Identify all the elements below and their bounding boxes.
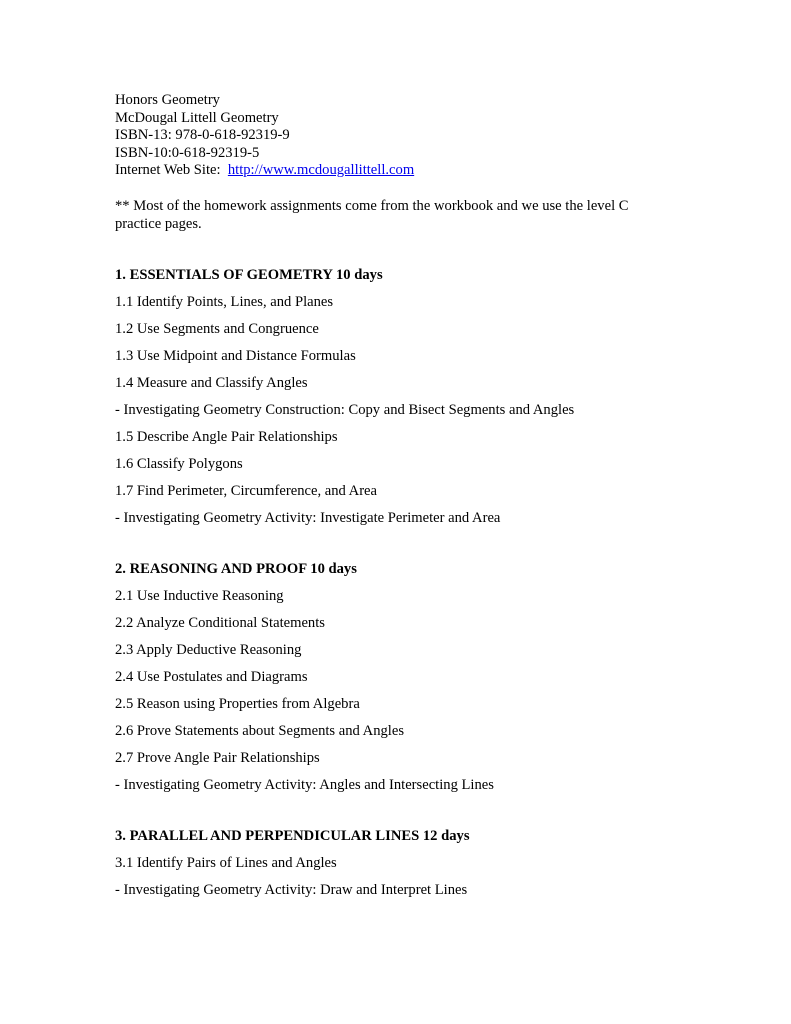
course-header: [115, 92, 695, 180]
list-item: 3.1 Identify Pairs of Lines and Angles: [115, 854, 337, 871]
list-item: 2.4 Use Postulates and Diagrams: [115, 668, 308, 685]
list-item: - Investigating Geometry Activity: Investigate Perimeter and Area: [115, 509, 501, 526]
list-item: 2.1 Use Inductive Reasoning: [115, 587, 284, 604]
course-title: Honors Geometry: [115, 92, 220, 108]
section-essentials: [115, 267, 695, 527]
list-item: 2.6 Prove Statements about Segments and Angles: [115, 722, 405, 739]
section-parallel: [115, 828, 695, 899]
textbook-title: McDougal Littell Geometry: [115, 109, 279, 126]
list-item: 2.5 Reason using Properties from Algebra: [115, 695, 360, 712]
list-item: 1.3 Use Midpoint and Distance Formulas: [115, 347, 356, 364]
list-item: 1.6 Classify Polygons: [115, 455, 243, 472]
section-title: 2. REASONING AND PROOF 10 days: [115, 561, 357, 578]
website-link[interactable]: http://www.mcdougallittell.com: [227, 162, 415, 179]
list-item: - Investigating Geometry Activity: Draw and Interpret Lines: [115, 881, 468, 898]
list-item: 2.3 Apply Deductive Reasoning: [115, 641, 302, 658]
list-item: - Investigating Geometry Construction: Copy and Bisect Segments and Angles: [115, 401, 575, 418]
website-label: Internet Web Site:: [115, 162, 221, 179]
list-item: 2.2 Analyze Conditional Statements: [115, 614, 325, 631]
isbn-10: ISBN-10:0-618-92319-5: [115, 144, 260, 161]
list-item: 1.1 Identify Points, Lines, and Planes: [115, 293, 334, 310]
isbn-13: ISBN-13: 978-0-618-92319-9: [115, 127, 290, 144]
list-item: 2.7 Prove Angle Pair Relationships: [115, 749, 320, 766]
list-item: - Investigating Geometry Activity: Angles and Intersecting Lines: [115, 776, 494, 793]
section-title: 1. ESSENTIALS OF GEOMETRY 10 days: [115, 267, 383, 284]
section-reasoning: [115, 561, 695, 794]
homework-note: ** Most of the homework assignments come from the workbook and we use the level C practice pages.: [115, 197, 629, 232]
website-line: [115, 162, 695, 180]
section-title: 3. PARALLEL AND PERPENDICULAR LINES 12 days: [115, 828, 470, 845]
list-item: 1.2 Use Segments and Congruence: [115, 320, 319, 337]
list-item: 1.7 Find Perimeter, Circumference, and Area: [115, 482, 378, 499]
document-page: [115, 92, 695, 909]
list-item: 1.4 Measure and Classify Angles: [115, 374, 308, 391]
list-item: 1.5 Describe Angle Pair Relationships: [115, 428, 338, 445]
